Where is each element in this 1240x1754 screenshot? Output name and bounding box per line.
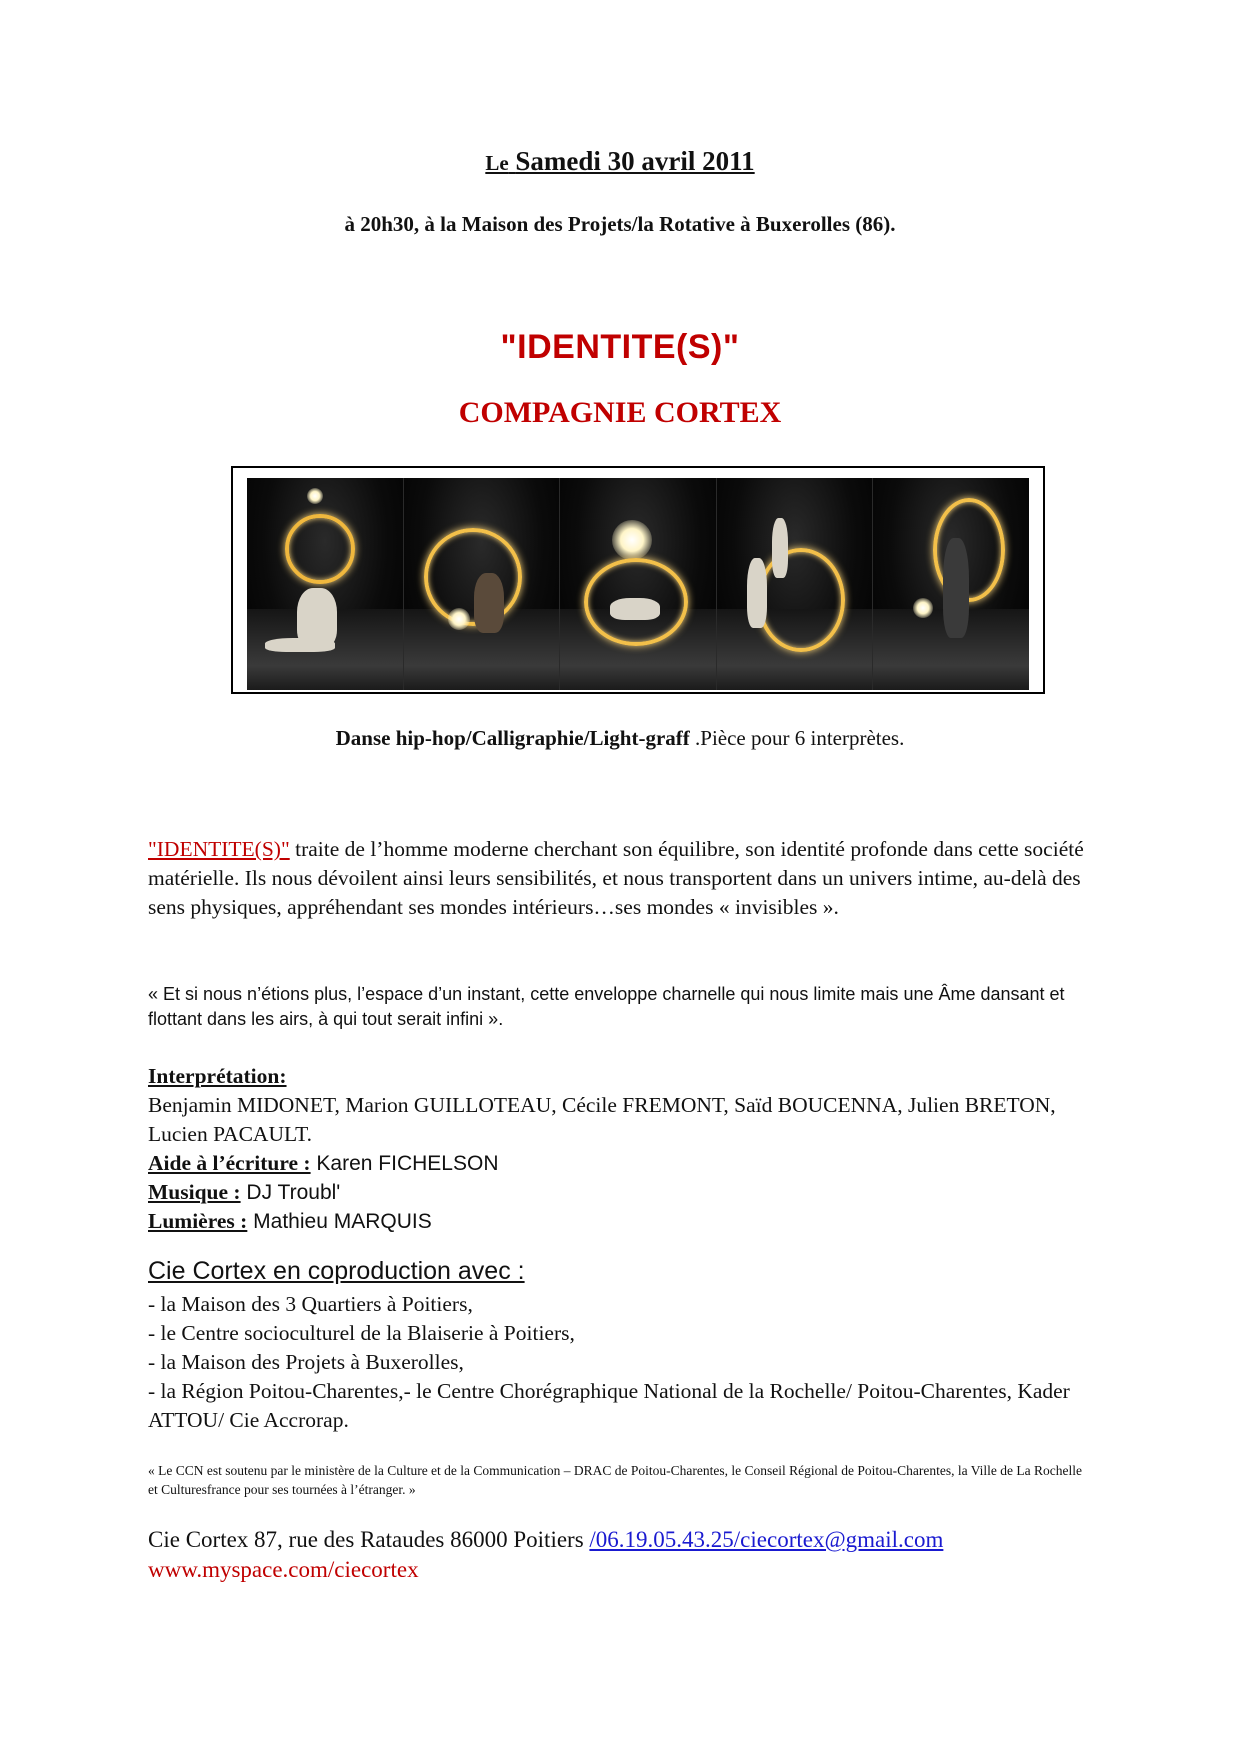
interpretation-names: Benjamin MIDONET, Marion GUILLOTEAU, Cécile FREMONT, Saïd BOUCENNA, Julien BRETON, Lucien PACAULT. (148, 1093, 1056, 1146)
music-label: Musique : (148, 1180, 241, 1204)
contact-block (148, 1525, 1108, 1585)
contact-line (148, 1525, 1108, 1555)
list-item: - la Maison des Projets à Buxerolles, (148, 1350, 464, 1374)
coproduction-list (148, 1290, 1088, 1435)
date-prefix: Le (485, 151, 509, 175)
photo-panel-1 (247, 478, 404, 690)
photo-panel-4 (717, 478, 874, 690)
photo-frame (231, 466, 1045, 694)
credits-block (148, 1062, 1108, 1236)
description-title-ref: "IDENTITE(S)" (148, 837, 290, 861)
music-credit (148, 1178, 1108, 1207)
photo-panel-2 (404, 478, 561, 690)
show-caption (0, 726, 1240, 751)
writing-name: Karen FICHELSON (310, 1152, 499, 1175)
contact-email-link[interactable]: /06.19.05.43.25/ciecortex@gmail.com (589, 1527, 944, 1552)
lights-label: Lumières : (148, 1209, 248, 1233)
show-title: "IDENTITE(S)" (500, 328, 740, 366)
list-item: - la Maison des 3 Quartiers à Poitiers, (148, 1292, 473, 1316)
photo-panel-5 (873, 478, 1029, 690)
lights-name: Mathieu MARQUIS (247, 1210, 432, 1233)
lights-credit (148, 1207, 1108, 1236)
list-item: - la Région Poitou-Charentes,- le Centre Chorégraphique National de la Rochelle/ Poitou-Charentes, Kader ATTOU/ Cie Accrorap. (148, 1379, 1070, 1432)
description-paragraph (148, 835, 1088, 922)
list-item: - le Centre socioculturel de la Blaiserie à Poitiers, (148, 1321, 575, 1345)
interpretation-label: Interprétation: (148, 1064, 287, 1088)
description-text: traite de l’homme moderne cherchant son équilibre, son identité profonde dans cette société matérielle. Ils nous dévoilent ainsi leurs sensibilités, et nous transportent dans un univers intime, au-delà des sens physiques, appréhendant ses mondes intérieurs…ses mondes « invisibles ». (148, 837, 1084, 919)
company-name: COMPAGNIE CORTEX (458, 396, 782, 429)
caption-genre: Danse hip-hop/Calligraphie/Light-graff (335, 726, 690, 750)
website-link[interactable]: www.myspace.com/ciecortex (148, 1557, 419, 1582)
writing-credit (148, 1149, 1108, 1178)
event-venue: à 20h30, à la Maison des Projets/la Rotative à Buxerolles (86). (344, 212, 896, 236)
music-name: DJ Troubl' (240, 1181, 341, 1204)
event-date (0, 146, 1240, 177)
coproduction-heading: Cie Cortex en coproduction avec : (148, 1257, 525, 1285)
contact-address: Cie Cortex 87, rue des Rataudes 86000 Poitiers (148, 1527, 590, 1552)
writing-label: Aide à l’écriture : (148, 1151, 311, 1175)
date-main: Samedi 30 avril 2011 (515, 146, 755, 176)
caption-rest: .Pièce pour 6 interprètes. (689, 726, 905, 750)
photo-panel-3 (560, 478, 717, 690)
quote-text: « Et si nous n’étions plus, l’espace d’un instant, cette enveloppe charnelle qui nous limite mais une Âme dansant et flottant dans les airs, à qui tout serait infini ». (148, 984, 1065, 1029)
dance-photo-strip (247, 478, 1029, 690)
ccn-footnote: « Le CCN est soutenu par le ministère de la Culture et de la Communication – DRAC de Poitou-Charentes, le Conseil Régional de Poitou-Charentes, la Ville de La Rochelle et Culturesfrance pour ses tournées à l’étranger. » (148, 1463, 1082, 1497)
